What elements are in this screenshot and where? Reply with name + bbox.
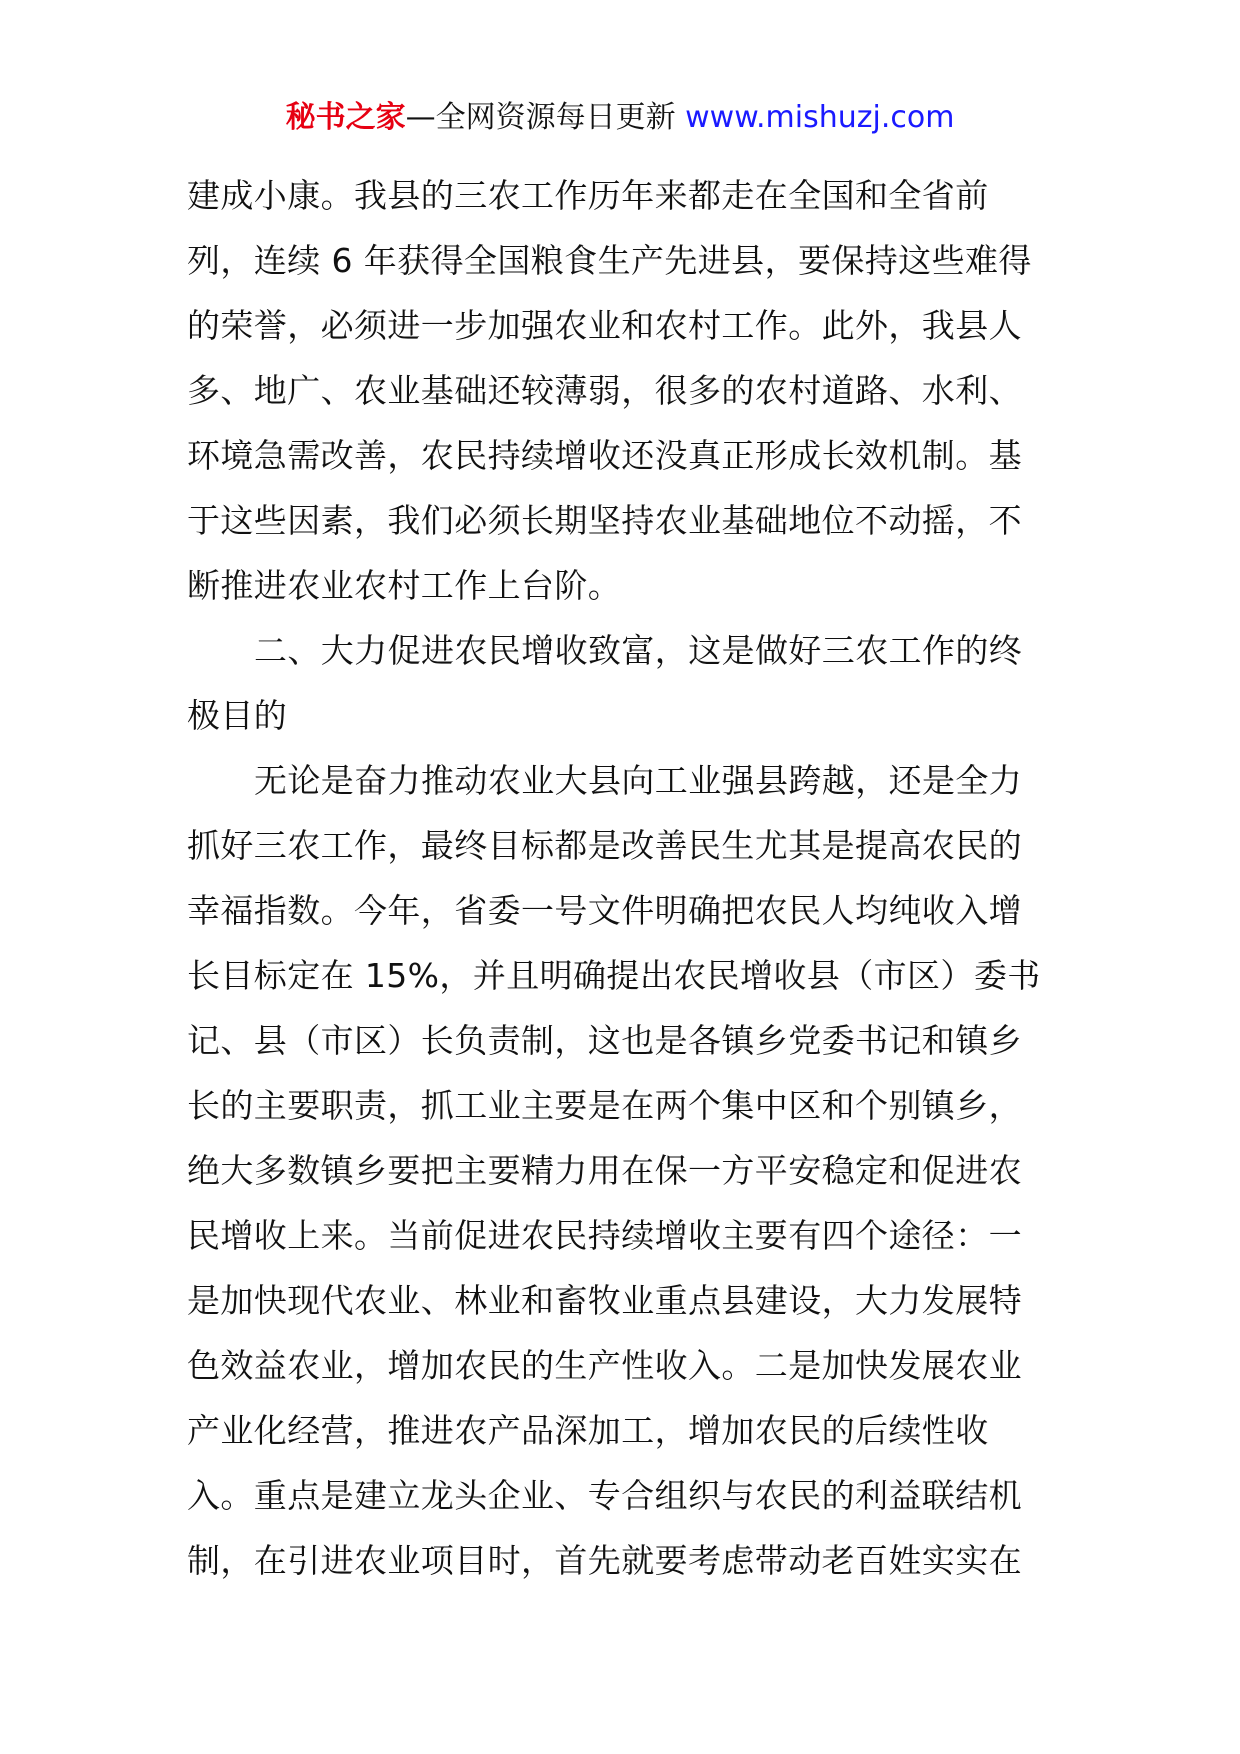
section-heading-line: 极目的 — [187, 696, 288, 735]
text-line: 记、县（市区）长负责制，这也是各镇乡党委书记和镇乡 — [187, 1021, 1022, 1060]
text-line: 民增收上来。当前促进农民持续增收主要有四个途径：一 — [187, 1216, 1022, 1255]
site-url-link[interactable]: www.mishuzj.com — [685, 100, 955, 135]
text-line: 长目标定在 15%，并且明确提出农民增收县（市区）委书 — [187, 956, 1041, 995]
text-line: 无论是奋力推动农业大县向工业强县跨越，还是全力 — [254, 761, 1023, 800]
text-line: 于这些因素，我们必须长期坚持农业基础地位不动摇，不 — [187, 501, 1022, 540]
text-line: 制，在引进农业项目时，首先就要考虑带动老百姓实实在 — [187, 1541, 1022, 1580]
site-tagline: —全网资源每日更新 — [405, 100, 686, 135]
text-line: 建成小康。我县的三农工作历年来都走在全国和全省前 — [187, 176, 989, 215]
text-line: 的荣誉，必须进一步加强农业和农村工作。此外，我县人 — [187, 306, 1022, 345]
text-line: 是加快现代农业、林业和畜牧业重点县建设，大力发展特 — [187, 1281, 1022, 1320]
text-line: 产业化经营，推进农产品深加工，增加农民的后续性收 — [187, 1411, 989, 1450]
text-line: 长的主要职责，抓工业主要是在两个集中区和个别镇乡， — [187, 1086, 1022, 1125]
site-brand: 秘书之家 — [285, 100, 406, 135]
document-body — [187, 163, 1067, 1593]
site-header — [0, 96, 1240, 140]
text-line: 列，连续 6 年获得全国粮食生产先进县，要保持这些难得 — [187, 241, 1032, 280]
text-line: 入。重点是建立龙头企业、专合组织与农民的利益联结机 — [187, 1476, 1022, 1515]
section-heading-line: 二、大力促进农民增收致富，这是做好三农工作的终 — [254, 631, 1023, 670]
text-line: 绝大多数镇乡要把主要精力用在保一方平安稳定和促进农 — [187, 1151, 1022, 1190]
text-line: 断推进农业农村工作上台阶。 — [187, 566, 622, 605]
text-line: 幸福指数。今年，省委一号文件明确把农民人均纯收入增 — [187, 891, 1022, 930]
text-line: 多、地广、农业基础还较薄弱，很多的农村道路、水利、 — [187, 371, 1022, 410]
text-line: 环境急需改善，农民持续增收还没真正形成长效机制。基 — [187, 436, 1022, 475]
text-line: 抓好三农工作，最终目标都是改善民生尤其是提高农民的 — [187, 826, 1022, 865]
text-line: 色效益农业，增加农民的生产性收入。二是加快发展农业 — [187, 1346, 1022, 1385]
